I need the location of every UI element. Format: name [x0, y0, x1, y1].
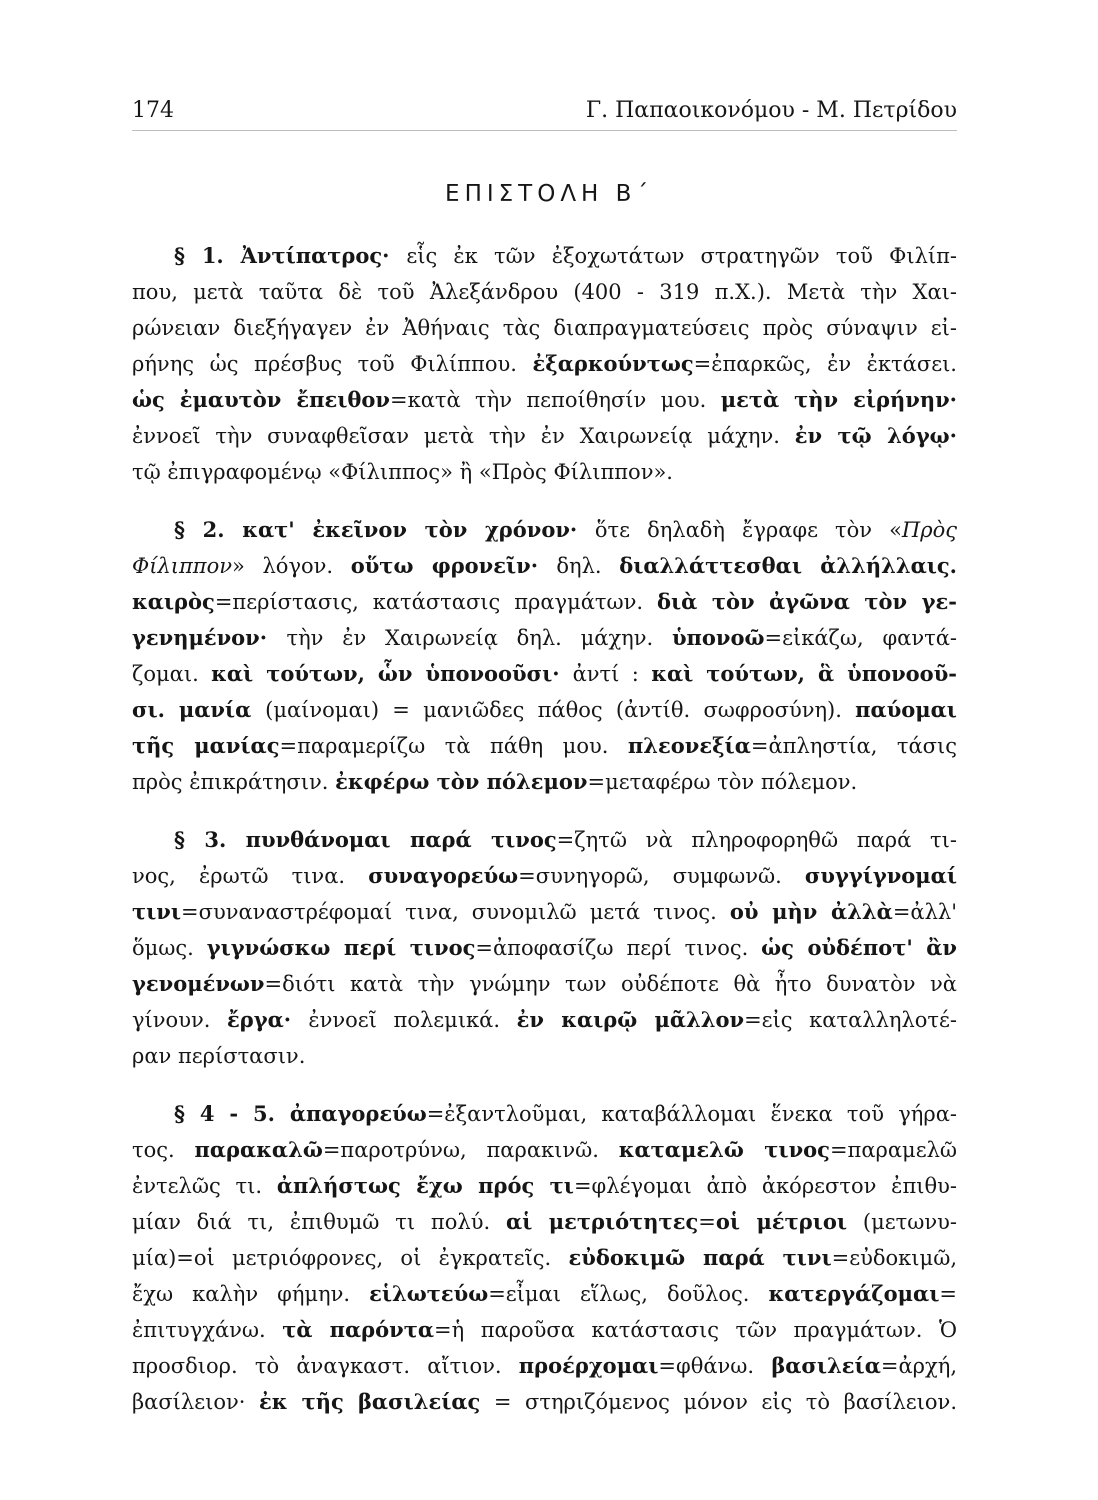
gloss-text: =ἀλλ'	[892, 900, 957, 924]
gloss-text: ὅμως.	[132, 936, 207, 960]
lemma: ὑπονοῶ	[671, 625, 765, 650]
lemma: ὡς ἐμαυτὸν ἔπειθον	[132, 387, 390, 412]
gloss-text: =παραμερίζω τὰ πάθη μου.	[279, 734, 628, 758]
gloss-text: τῷ ἐπιγραφομένῳ «Φίλιππος» ἢ «Πρὸς Φίλιππον».	[132, 460, 673, 484]
header-rule	[132, 130, 957, 131]
gloss-text: Φίλιππον	[132, 554, 233, 578]
gloss-text: μία)=οἱ μετριόφρονες, οἱ ἐγκρατεῖς.	[132, 1246, 569, 1270]
text-line	[132, 966, 957, 1002]
running-title: Γ. Παπαοικονόμου - Μ. Πετρίδου	[585, 98, 957, 123]
lemma: διαλλάττεσθαι ἀλλήλλαις.	[619, 553, 957, 578]
text-line	[132, 1312, 957, 1348]
gloss-text: » λόγον.	[232, 554, 351, 578]
lemma: § 1.	[174, 243, 241, 268]
gloss-text: τος.	[132, 1138, 195, 1162]
gloss-text: =διότι κατὰ τὴν γνώμην των οὐδέποτε θὰ ἦτο δυνατὸν νὰ	[264, 972, 957, 996]
lemma: καὶ τούτων, ὧν ὑπονοοῦσι·	[211, 661, 573, 686]
gloss-text: ρήνης ὡς πρέσβυς τοῦ Φιλίππου.	[132, 352, 533, 376]
lemma: συγγίγνομαί	[804, 863, 957, 888]
gloss-text: =συναναστρέφομαί τινα, συνομιλῶ μετά τινος.	[181, 900, 730, 924]
lemma: γενομένων	[132, 971, 265, 996]
text-line	[132, 1348, 957, 1384]
lemma: ἀπαγορεύω	[289, 1101, 427, 1126]
gloss-text: ἐντελῶς τι.	[132, 1174, 277, 1198]
gloss-text: =παραμελῶ	[829, 1138, 957, 1162]
text-line	[132, 858, 957, 894]
gloss-text: ἀντί :	[572, 662, 652, 686]
gloss-text: =ἀπληστία, τάσις	[750, 734, 957, 758]
lemma: προέρχομαι	[518, 1353, 659, 1378]
lemma: ἐκφέρω τὸν πόλεμον	[335, 769, 588, 794]
gloss-text: =ἀποφασίζω περί τινος.	[475, 936, 762, 960]
gloss-text: τὴν ἐν Χαιρωνείᾳ δηλ. μάχην.	[286, 626, 672, 650]
text-line	[132, 346, 957, 382]
lemma: συναγορεύω	[368, 863, 519, 888]
gloss-text: =συνηγορῶ, συμφωνῶ.	[518, 864, 805, 888]
text-line	[132, 1384, 957, 1420]
text-line	[132, 692, 957, 728]
gloss-text: ἐπιτυγχάνω.	[132, 1318, 283, 1342]
text-line	[132, 930, 957, 966]
text-line	[132, 1204, 957, 1240]
page-number: 174	[132, 98, 174, 123]
gloss-text: =φλέγομαι ἀπὸ ἀκόρεστον ἐπιθυ-	[573, 1174, 957, 1198]
lemma: ὡς οὐδέποτ' ἂν	[761, 935, 957, 960]
gloss-text: ὅτε δηλαδὴ ἔγραφε τὸν «	[594, 518, 902, 542]
lemma: ἔργα·	[227, 1007, 309, 1032]
lemma: ἐξαρκούντως	[532, 351, 694, 376]
gloss-text: =μεταφέρω τὸν πόλεμον.	[587, 770, 858, 794]
page-header	[132, 98, 957, 132]
lemma: τινι	[132, 899, 182, 924]
gloss-text: (μετωνυ-	[847, 1210, 957, 1234]
gloss-text: γίνουν.	[132, 1008, 228, 1032]
lemma: κατ' ἐκεῖνον τὸν χρόνον·	[242, 517, 595, 542]
lemma: ἐκ τῆς βασιλείας	[258, 1389, 481, 1414]
gloss-text: =ἐπαρκῶς, ἐν ἐκτάσει.	[693, 352, 957, 376]
text-line	[132, 1276, 957, 1312]
text-line	[174, 512, 957, 548]
lemma: πλεονεξία	[627, 733, 751, 758]
text-line	[132, 656, 957, 692]
section-title: ΕΠΙΣΤΟΛΗ Β΄	[445, 181, 653, 207]
gloss-text: Πρὸς	[901, 518, 957, 542]
text-line	[132, 274, 957, 310]
gloss-text: =ζητῶ νὰ πληροφορηθῶ παρά τι-	[556, 828, 957, 852]
text-line	[174, 238, 957, 274]
gloss-text: ἐννοεῖ πολεμικά.	[308, 1008, 517, 1032]
text-line	[132, 1038, 957, 1074]
gloss-text: που, μετὰ ταῦτα δὲ τοῦ Ἀλεξάνδρου (400 - 319 π.Χ.). Μετὰ τὴν Χαι-	[132, 280, 957, 304]
gloss-text: ραν περίστασιν.	[132, 1044, 306, 1068]
gloss-text: βασίλειον·	[132, 1390, 259, 1414]
lemma: βασιλεία	[771, 1353, 881, 1378]
lemma: διὰ τὸν ἀγῶνα τὸν γε-	[657, 589, 957, 614]
lemma: παρακαλῶ	[194, 1137, 323, 1162]
gloss-text: εἷς ἐκ τῶν ἐξοχωτάτων στρατηγῶν τοῦ Φιλίπ-	[406, 244, 957, 268]
gloss-text: =κατὰ τὴν πεποίθησίν μου.	[389, 388, 721, 412]
gloss-text: δηλ.	[556, 554, 620, 578]
gloss-text: =ἡ παροῦσα κατάστασις τῶν πραγμάτων. Ὁ	[434, 1318, 957, 1342]
text-line	[132, 584, 957, 620]
gloss-text: =εἶμαι εἵλως, δοῦλος.	[488, 1282, 769, 1306]
lemma: § 4 - 5.	[174, 1101, 290, 1126]
gloss-text: πρὸς ἐπικράτησιν.	[132, 770, 336, 794]
text-line	[132, 620, 957, 656]
lemma: κατεργάζομαι	[768, 1281, 940, 1306]
lemma: τῆς μανίας	[132, 733, 280, 758]
lemma: πυνθάνομαι παρά τινος	[245, 827, 557, 852]
gloss-text: ζομαι.	[132, 662, 212, 686]
lemma: γενημένον·	[132, 625, 287, 650]
lemma: Ἀντίπατρος·	[240, 243, 407, 268]
gloss-text: = στηριζόμενος μόνον εἰς τὸ βασίλειον.	[480, 1390, 957, 1414]
lemma: οἱ μέτριοι	[715, 1209, 848, 1234]
gloss-text: νος, ἐρωτῶ τινα.	[132, 864, 369, 888]
gloss-text: =φθάνω.	[658, 1354, 772, 1378]
gloss-text: =εἰκάζω, φαντά-	[764, 626, 957, 650]
gloss-text: ἔχω καλὴν φήμην.	[132, 1282, 370, 1306]
text-line	[132, 454, 957, 490]
lemma: § 3.	[174, 827, 246, 852]
text-line	[132, 1168, 957, 1204]
lemma: ἀπλήστως ἔχω πρός τι	[276, 1173, 574, 1198]
gloss-text: =εὐδοκιμῶ,	[831, 1246, 957, 1270]
text-line	[132, 728, 957, 764]
lemma: καταμελῶ τινος	[618, 1137, 830, 1162]
text-line	[132, 1240, 957, 1276]
lemma: οὐ μὴν ἀλλὰ	[729, 899, 893, 924]
text-line	[174, 822, 957, 858]
gloss-text: =ἐξαντλοῦμαι, καταβάλλομαι ἕνεκα τοῦ γήρα-	[426, 1102, 957, 1126]
gloss-text: μίαν διά τι, ἐπιθυμῶ τι πολύ.	[132, 1210, 506, 1234]
gloss-text: =παροτρύνω, παρακινῶ.	[322, 1138, 619, 1162]
gloss-text: =	[698, 1210, 716, 1234]
lemma: μετὰ τὴν εἰρήνην·	[720, 387, 957, 412]
text-line	[132, 1132, 957, 1168]
text-line	[174, 1096, 957, 1132]
lemma: οὕτω φρονεῖν·	[350, 553, 557, 578]
text-line	[132, 1002, 957, 1038]
text-line	[132, 894, 957, 930]
text-line	[132, 764, 957, 800]
lemma: ἐν τῷ λόγῳ·	[794, 423, 957, 448]
text-line	[132, 382, 957, 418]
gloss-text: =περίστασις, κατάστασις πραγμάτων.	[214, 590, 657, 614]
lemma: εὐδοκιμῶ παρά τινι	[568, 1245, 832, 1270]
text-line	[132, 548, 957, 584]
gloss-text: =	[939, 1282, 957, 1306]
text-line	[132, 418, 957, 454]
gloss-text: =ἀρχή,	[880, 1354, 957, 1378]
lemma: εἱλωτεύω	[369, 1281, 489, 1306]
gloss-text: (μαίνομαι) = μανιῶδες πάθος (ἀντίθ. σωφροσύνη).	[265, 698, 856, 722]
lemma: καὶ τούτων, ἃ ὑπονοοῦ-	[651, 661, 957, 686]
lemma: § 2.	[174, 517, 243, 542]
lemma: ἐν καιρῷ μᾶλλον	[516, 1007, 745, 1032]
lemma: τὰ παρόντα	[282, 1317, 435, 1342]
lemma: σι. μανία	[132, 697, 266, 722]
lemma: αἱ μετριότητες	[505, 1209, 699, 1234]
gloss-text: προσδιορ. τὸ ἀναγκαστ. αἴτιον.	[132, 1354, 519, 1378]
gloss-text: ἐννοεῖ τὴν συναφθεῖσαν μετὰ τὴν ἐν Χαιρωνείᾳ μάχην.	[132, 424, 795, 448]
gloss-text: =εἰς καταλληλοτέ-	[744, 1008, 957, 1032]
text-line	[132, 310, 957, 346]
gloss-text: ρώνειαν διεξήγαγεν ἐν Ἀθήναις τὰς διαπραγματεύσεις πρὸς σύναψιν εἰ-	[132, 316, 957, 340]
lemma: καιρὸς	[132, 589, 215, 614]
lemma: γιγνώσκω περί τινος	[206, 935, 476, 960]
lemma: παύομαι	[855, 697, 957, 722]
